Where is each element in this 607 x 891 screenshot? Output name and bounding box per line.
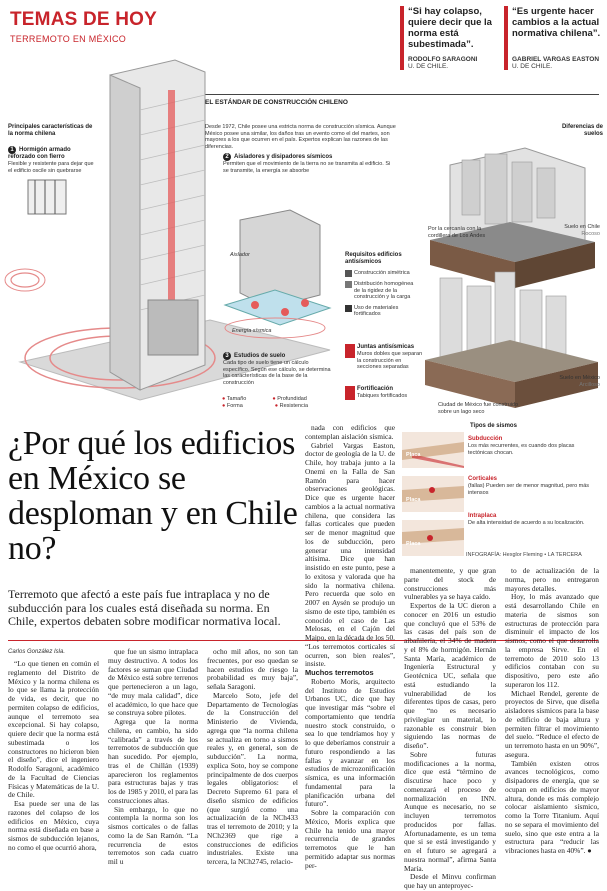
seismic-ring <box>11 273 39 287</box>
foundation-cutaway <box>148 300 198 355</box>
paragraph: También existen otros avances tecnológicos, como disipadores de energía, que se ocupan en edificios de mayor altura, donde es más complejo colocar aislamiento sísmico, como la Torre Titanium. Aquí no se separa el movimiento del suelo, sino que este entra a la estructura para “reducir las vibraciones hasta en 40%”. ● <box>505 758 599 855</box>
requirements-title: Requisitos edificios antisísmicos <box>345 252 402 265</box>
quote-text: “Si hay colapso, quiere decir que la norma está subestimada”. <box>408 6 492 50</box>
quote-author: RODOLFO SARAGONI <box>408 56 478 63</box>
quote-role: U. DE CHILE. <box>408 63 449 70</box>
paragraph: nada con edificios que contemplan aislación sísmica. <box>305 423 395 441</box>
section-subtitle: TERREMOTO EN MÉXICO <box>10 34 127 44</box>
joints-title: Juntas antisísmicas <box>357 344 415 350</box>
fortification-box <box>345 386 427 400</box>
paragraph: to de actualización de la norma, pero no entregaron mayores detalles. <box>505 566 599 593</box>
plate-label: Placa <box>406 452 421 458</box>
requirements-box <box>345 252 417 318</box>
tower-side <box>110 75 140 390</box>
paragraph: Hoy, lo más avanzado que está desarrollando Chile en materia de sismos son estructuras de protección para disminuir el impacto de los sismos, como el que desarrolla la empresa Sirve. En el terremoto de 2010 solo 13 edificios contaban con su dispositivo, pero este año superaron los 112. <box>505 592 599 689</box>
isolator-pad <box>301 299 309 307</box>
soil-diff-title: Diferencias de suelos <box>561 124 603 137</box>
plate-label: Placa <box>406 497 421 503</box>
paragraph: Michael Rendel, gerente de proyectos de Sirve, que diseña aisladores sísmicos para la base de edificio de baja altura y permiten filtrar el movimiento del suelo. “Reduce el efecto de un terremoto hasta en un 90%”, asegura. <box>505 688 599 759</box>
paragraph: Sobre la comparación con México, Moris explica que Chile ha tenido una mayor recurrencia de grandes terremotos que le han permitido adaptar sus normas per- <box>305 808 395 870</box>
chile-soil <box>535 224 600 237</box>
rebar-detail <box>28 180 66 214</box>
paragraph: Agrega que la norma chilena, en cambio, ha sido “calibrada” a través de los terremotos de subducción que han sucedido. Por ejemplo, tras el de Chillán (1939) aparecieron los reglamentos para estructuras bajas y tras los de 1985 y 2010, el para las construcciones altas. <box>108 717 198 805</box>
requirement-text: Distribución homogénea de la rigidez de la construcción y la carga <box>354 281 414 300</box>
chile-note: Por la cercanía con la cordillera de Los Andes <box>428 226 486 239</box>
factor: Tamaño <box>226 396 247 402</box>
fortification-title: Fortificación <box>357 386 394 392</box>
requirement-text: Uso de materiales fortificados <box>354 304 399 317</box>
symmetry-icon <box>345 270 352 277</box>
feature-title: Estudios de suelo <box>234 353 286 359</box>
article-column-1 <box>8 660 99 856</box>
paragraph: Sobre futuras modificaciones a la norma, dice que está “término de discutirse hace poco y comenzará el proceso de normalización en INN. Aunque es necesario, no se incluyen terremotos producidos por fallas. Afortunadamente, es un tema que si se está investigando y en el futuro se agregará a nuestra normal”, afirma Santa María. <box>404 749 496 873</box>
requirement-item <box>345 305 417 318</box>
principal-title: Principales características de la norma chilena <box>8 124 93 137</box>
quake-type-text: (fallas) Pueden ser de menor magnitud, pero más intensos <box>468 483 590 496</box>
quake-types-title: Tipos de sismos <box>470 423 517 429</box>
feature-text: Permiten que el movimiento de la tierra no se transmita al edificio. Si se transmite, la energía se absorbe <box>223 161 391 174</box>
byline: Carlos González Isla. <box>8 649 66 655</box>
paragraph: Gabriel Vargas Easton, doctor de geología de la U. de Chile, hoy trabaja junto a la Onemi en la Falla de San Ramón para hacer observaciones geológicas. Dice que es urgente hacer cambios a la actual normativa chilena, que considera las fallas corticales que pueden ser de menor magnitud que los de subducción, pero generar una intensidad altísima. Dice que han insistido en este punto, pese a lo exitosa y valorada que ha sido la normativa chilena. Pero recuerda que solo en 2007 en Aysén se produjo un sismo de este tipo, también es conocido el caso de Las Melosas, en el Cajón del Maipo, en la década de los 50. “Los terremotos corticales sí ocurren, son bien reales”, insiste. <box>305 440 395 669</box>
paragraph: Esa puede ser una de las razones del colapso de los edificios en México, cuya norma está diseñada en base a sismos de subducción lejanos, no como el que ocurrió ahora, <box>8 799 99 852</box>
requirement-text: Construcción simétrica <box>354 270 410 276</box>
quake-type-title: Intraplaca <box>468 513 497 519</box>
step-number: 1 <box>8 146 16 154</box>
soil-factors: ● Tamaño ● Profundidad ● Forma ● Resistencia <box>222 396 309 409</box>
quake-type-cortical <box>468 476 598 496</box>
quake-type-text: Los más recurrentes, es cuando dos placas tectónicas chocan. <box>468 443 575 456</box>
wall-icon <box>345 386 355 400</box>
paragraph: Sin embargo, lo que no contempla la norma son los sismos corticales o de fallas como la de San Ramón. “La recurrencia de estos terremotos son cada cuatro mil u <box>108 804 198 866</box>
section-title: TEMAS DE HOY <box>10 9 158 30</box>
mexico-soil-label: Suelo en México <box>559 375 600 381</box>
feature-1 <box>8 146 96 174</box>
feature-3 <box>223 352 333 386</box>
paragraph: ocho mil años, no son tan frecuentes, por eso quedan se hacen estudios de riesgo la probabilidad es muy baja”, señala Saragoni. <box>207 647 298 691</box>
paragraph: que fue un sismo intraplaca muy destructivo. A todos los factores se suman que Ciudad de México está sobre terrenos que pertenecieron a un lago, “de muy mala calidad”, dice el académico, lo que hace que se construya sobre pilotes. <box>108 647 198 718</box>
paragraph: Desde el Minvu confirman que hay un anteproyec- <box>404 872 496 890</box>
article-column-5 <box>404 566 496 890</box>
factor: Profundidad <box>277 396 307 402</box>
isolator-pad <box>281 308 289 316</box>
isolator-pad <box>251 301 259 309</box>
infographic-intro: Desde 1972, Chile posee una estricta norma de construcción sísmica. Aunque México posee una similar, los daños tras un evento como el del martes, son mayores a los que ocurren en el país. Expertos explican las razones de las diferencias. <box>205 124 396 150</box>
quake-type-title: Subducción <box>468 436 503 442</box>
quake-type-text: De alta intensidad de acuerdo a su localización. <box>468 520 585 526</box>
stiffness-icon <box>345 281 352 288</box>
quake-type-title: Corticales <box>468 476 498 482</box>
feature-title: Hormigón armado reforzado con fierro <box>8 147 71 160</box>
quake-type-intraplate <box>468 513 598 527</box>
article-column-3 <box>207 647 298 866</box>
article-column-4 <box>305 423 395 870</box>
infographic-title: EL ESTÁNDAR DE CONSTRUCCIÓN CHILENO <box>205 99 348 106</box>
isolator-label: Aislador <box>230 252 250 258</box>
quote-role: U. DE CHILE. <box>512 63 553 70</box>
quake-type-subduction <box>468 436 598 456</box>
factor: Forma <box>226 402 243 409</box>
requirement-item <box>345 281 417 301</box>
headline: ¿Por qué los edificios en México se desploman y en Chile no? <box>8 425 298 567</box>
joints-text: Muros dobles que separan la construcción en secciones separadas <box>357 351 423 370</box>
quote-author: GABRIEL VARGAS EASTON <box>512 56 600 63</box>
factor: Resistencia <box>279 402 309 409</box>
paragraph: “Lo que tienen en común el reglamento del Distrito de México y la norma chilena es lo que se llama la protección de vida, es decir, que no permiten colapso de edificios, aunque el terremoto sea excepcional. Si hay colapso, quiere decir que la norma está subestimada o los constructores no hicieron bien el diseño”, dice el ingeniero Rodolfo Saragoni, académico de la Facultad de Ciencias Físicas y Matemáticas de la U. de Chile. <box>8 659 99 800</box>
mexico-soil <box>540 375 600 388</box>
feature-text: Cada tipo de suelo tiene un cálculo específico. Según ese cálculo, se determina las características de la base de la construcción <box>223 360 331 386</box>
energy-label: Energía sísmica <box>232 328 272 334</box>
joints-box <box>345 344 427 371</box>
chile-soil-type: Rocoso <box>581 230 600 237</box>
plate-label: Placa <box>406 541 421 547</box>
feature-title: Aisladores y disipadores sísmicos <box>234 154 333 160</box>
joint-icon <box>345 344 355 358</box>
subheading: Muchos terremotos <box>305 668 374 677</box>
feature-2 <box>223 153 393 174</box>
requirement-item <box>345 270 417 277</box>
paragraph: Marcelo Soto, jefe del Departamento de Tecnologías de la Construcción del Ministerio de Vivienda, agrega que “la norma chilena se actualiza en torno a sismos reales y, en general, son de subducción”. La norma, explica Soto, hoy se compone principalmente de dos cuerpos legales obligatorios: el Decreto Supremo 61 para el diseño sísmico de edificios (que surgió como una actualización de la NCh433 tras el terremoto de 2010; y la NCh2369 que rige a construcciones de edificios industriales. Existe una tercera, la NCh2745, relacio- <box>207 690 298 866</box>
mexico-soil-type: Arcilloso <box>579 381 600 388</box>
paragraph: Expertos de la UC dieron a conocer en 2016 un estudio que concluyó que el 53% de las casas del país son de albañilería, el 34% de madera y el 8% de hormigón. Hernán Santa María, académico de Ingeniería Estructural y Geotécnica UC, señala que está estudiando la vulnerabilidad de los diferentes tipos de casas, pero que “no es necesario privilegiar un material, lo razonable es construir bien siguiendo las normas de diseño”. <box>404 601 496 750</box>
paragraph: manentemente, y que gran parte del stock de construcciones más vulnerables ya se haya caído. <box>404 566 496 602</box>
mexico-note: Ciudad de México fue construido sobre un lago seco <box>438 402 519 415</box>
materials-icon <box>345 305 352 312</box>
step-number: 2 <box>223 153 231 161</box>
article-column-6 <box>505 567 599 856</box>
chile-soil-label: Suelo en Chile <box>564 224 600 230</box>
feature-text: Flexible y resistente para dejar que el edificio oscile sin quebrarse <box>8 161 94 174</box>
step-number: 3 <box>223 352 231 360</box>
paragraph: Roberto Moris, arquitecto del Instituto de Estudios Urbanos UC, dice que hay que investigar más “sobre el comportamiento que tendría nuestro stock construido, o sea lo que tendríamos hoy y lo que deberíamos construir a futuro respondiendo a las fallas y avanzar en los estudios de microzonificación sísmica, es una información fundamental para la planificación urbana del futuro”. <box>305 676 395 809</box>
infographic-credit: INFOGRAFÍA: Hexglor Fleming • LA TERCERA <box>466 552 582 558</box>
lead: Terremoto que afectó a este país fue intraplaca y no de subducción para los cuales está diseñada su norma. En Chile, expertos debaten sobre modificar normativa local. <box>8 587 281 628</box>
quake-types-diagrams <box>402 432 464 558</box>
quote-text: “Es urgente hacer cambios a la actual normativa chilena”. <box>512 6 601 39</box>
fortification-text: Tabiques fortificados <box>357 393 408 399</box>
article-column-2 <box>108 647 198 866</box>
